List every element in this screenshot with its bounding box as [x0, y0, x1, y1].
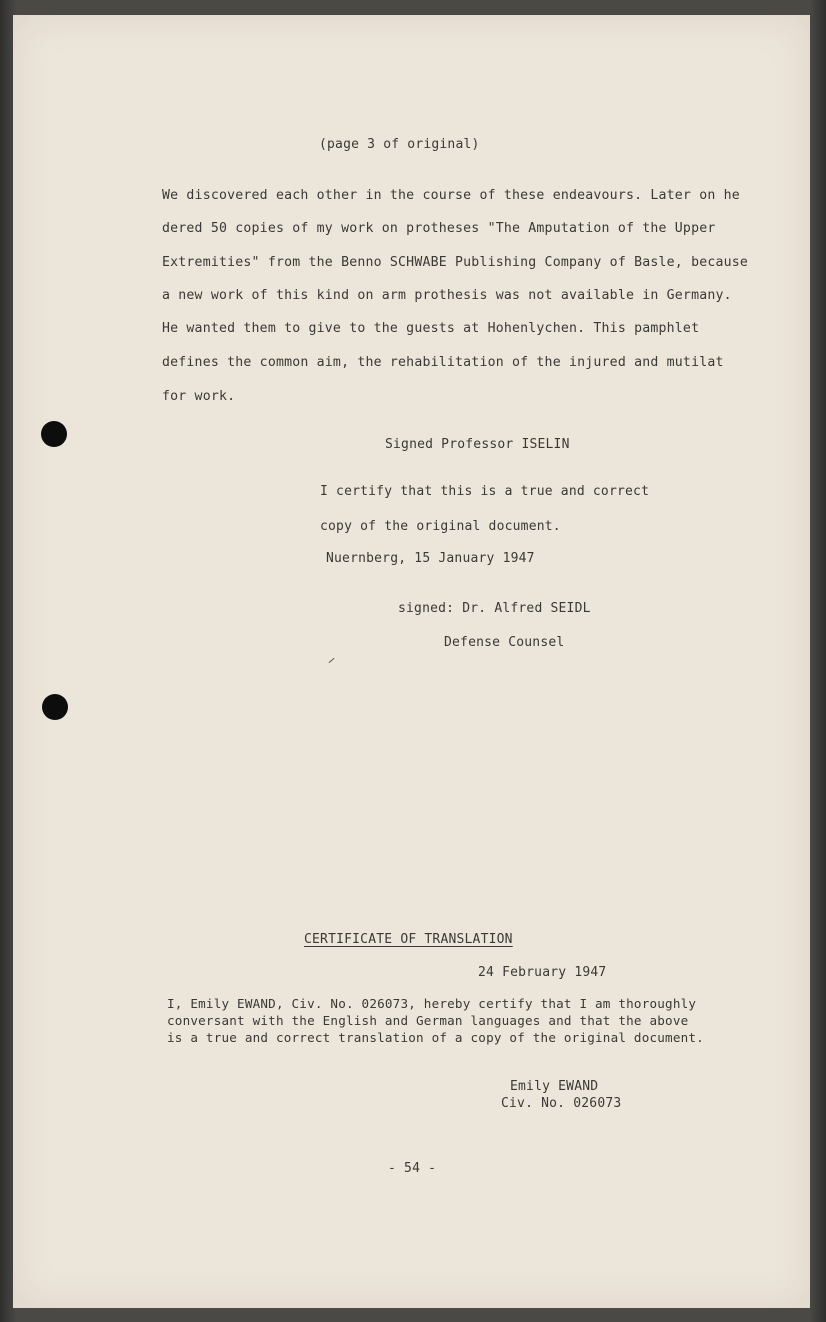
certify-line-1: I certify that this is a true and correct: [320, 484, 650, 499]
body-line: He wanted them to give to the guests at Hohenlychen. This pamphlet: [162, 321, 700, 336]
translation-date: 24 February 1947: [478, 965, 607, 980]
body-line: defines the common aim, the rehabilitation of the injured and mutilat: [162, 355, 724, 370]
translator-name: Emily EWAND: [510, 1079, 599, 1094]
document-page: [13, 15, 810, 1308]
page-number: - 54 -: [388, 1161, 437, 1176]
punch-hole-top: [41, 421, 67, 447]
body-line: for work.: [162, 389, 236, 404]
body-line: a new work of this kind on arm prothesis was not available in Germany.: [162, 288, 732, 303]
certify-place-date: Nuernberg, 15 January 1947: [326, 551, 535, 566]
certify-role: Defense Counsel: [444, 635, 565, 650]
body-line: Extremities" from the Benno SCHWABE Publishing Company of Basle, because: [162, 255, 749, 270]
translation-text-line: is a true and correct translation of a copy of the original document.: [167, 1030, 704, 1045]
page-header: (page 3 of original): [319, 137, 480, 152]
certify-line-2: copy of the original document.: [320, 519, 561, 534]
signature-iselin: Signed Professor ISELIN: [385, 437, 570, 452]
translator-civ-number: Civ. No. 026073: [501, 1096, 622, 1111]
body-line: dered 50 copies of my work on protheses "The Amputation of the Upper: [162, 221, 716, 236]
punch-hole-bottom: [42, 694, 68, 720]
stray-pen-mark: [328, 658, 334, 663]
translation-text-line: conversant with the English and German languages and that the above: [167, 1013, 689, 1028]
translation-text-line: I, Emily EWAND, Civ. No. 026073, hereby certify that I am thoroughly: [167, 996, 697, 1011]
body-line: We discovered each other in the course of these endeavours. Later on he: [162, 188, 740, 203]
translation-certificate-title: CERTIFICATE OF TRANSLATION: [304, 932, 513, 947]
certify-signed-by: signed: Dr. Alfred SEIDL: [398, 601, 591, 616]
